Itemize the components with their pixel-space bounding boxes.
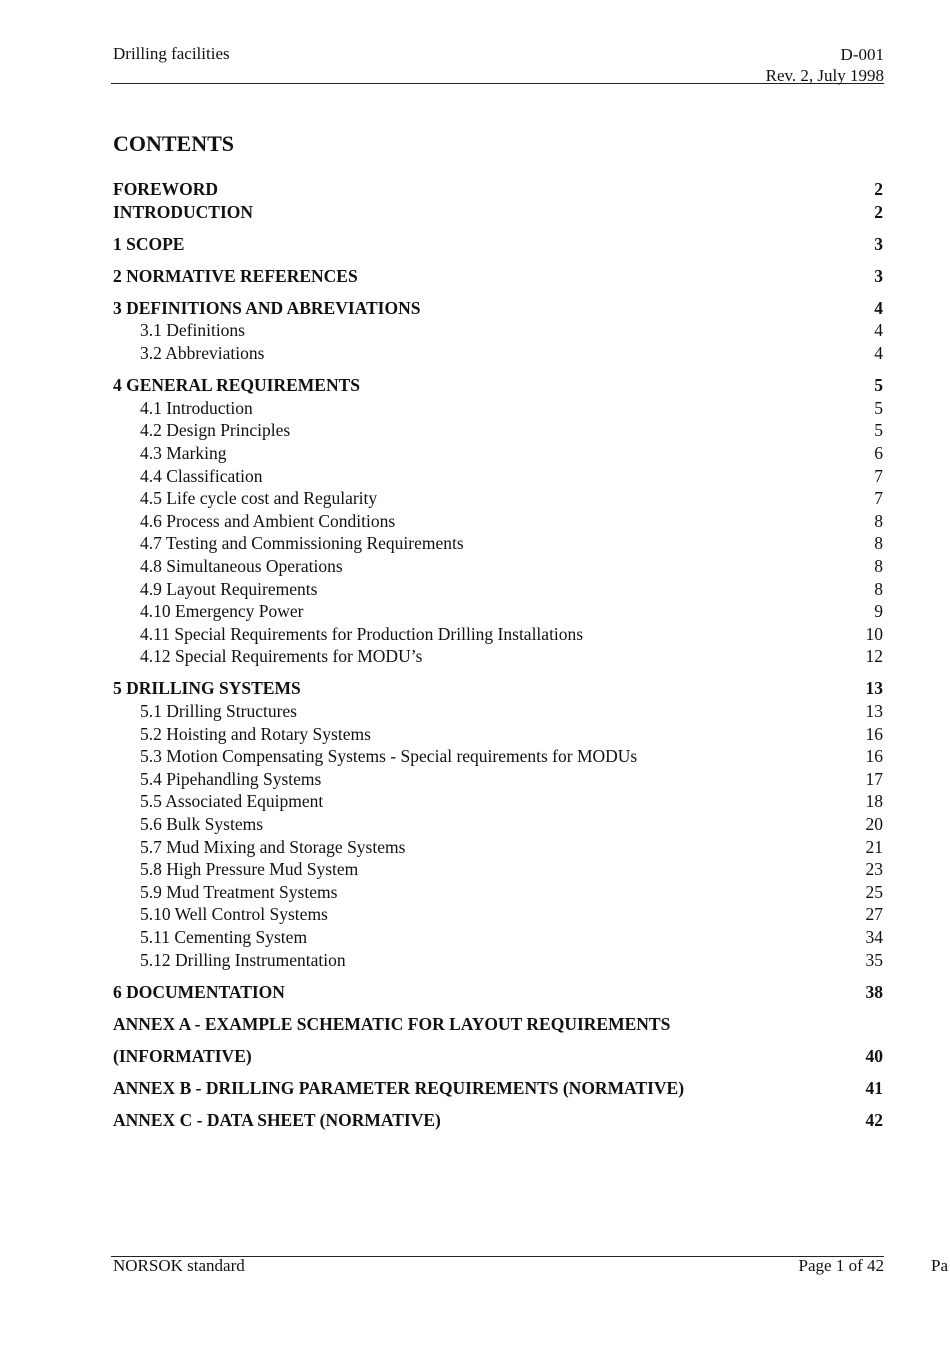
toc-entry[interactable] <box>113 745 883 768</box>
toc-entry-title: 5.2 Hoisting and Rotary Systems <box>140 723 371 744</box>
toc-entry[interactable] <box>113 510 883 533</box>
toc-entry[interactable] <box>113 555 883 578</box>
toc-entry-page: 8 <box>874 533 883 554</box>
toc-entry[interactable] <box>113 600 883 623</box>
toc-entry-title: 4.10 Emergency Power <box>140 601 304 622</box>
toc-entry-title: FOREWORD <box>113 179 218 199</box>
toc-entry-page: 5 <box>874 375 883 396</box>
toc-entry-page: 4 <box>874 343 883 364</box>
toc-entry-page: 34 <box>865 926 883 947</box>
toc-entry[interactable] <box>113 926 883 949</box>
toc-entry[interactable] <box>113 623 883 646</box>
toc-entry[interactable] <box>113 858 883 881</box>
toc-entry-title: 5.1 Drilling Structures <box>140 700 297 721</box>
toc-entry[interactable] <box>113 532 883 555</box>
toc-entry-title: 3.1 Definitions <box>140 320 245 341</box>
toc-entry-page: 10 <box>865 623 883 644</box>
toc-entry-title: ANNEX C - DATA SHEET (NORMATIVE) <box>113 1109 441 1130</box>
toc-entry-page: 16 <box>865 723 883 744</box>
toc-entry[interactable] <box>113 397 883 420</box>
header-doc-info <box>766 44 884 86</box>
toc-entry-title: 5.11 Cementing System <box>140 926 308 947</box>
toc-entry-page: 9 <box>874 601 883 622</box>
toc-entry-title: 5.10 Well Control Systems <box>140 904 328 925</box>
toc-entry-title: ANNEX A - EXAMPLE SCHEMATIC FOR LAYOUT REQUIREMENTS <box>113 1013 671 1034</box>
toc-entry-title: 5.12 Drilling Instrumentation <box>140 949 346 970</box>
toc-entry-page: 17 <box>865 768 883 789</box>
toc-entry[interactable] <box>113 768 883 791</box>
toc-entry-page: 8 <box>874 555 883 576</box>
toc-entry-page: 8 <box>874 510 883 531</box>
toc-entry[interactable] <box>113 487 883 510</box>
toc-entry-title: 4.4 Classification <box>140 465 263 486</box>
toc-entry[interactable] <box>113 836 883 859</box>
toc-entry-title: 4.3 Marking <box>140 442 227 463</box>
toc-entry-title: 4.1 Introduction <box>140 397 253 418</box>
toc-entry[interactable] <box>113 465 883 488</box>
toc-entry[interactable] <box>113 265 883 288</box>
footer-standard: NORSOK standard <box>113 1256 245 1275</box>
toc-entry-title: (INFORMATIVE) <box>113 1045 252 1066</box>
toc-entry-page: 25 <box>865 881 883 902</box>
toc-entry-title: 4.5 Life cycle cost and Regularity <box>140 488 378 509</box>
toc-entry-title: 6 DOCUMENTATION <box>113 981 285 1002</box>
toc-entry[interactable] <box>113 319 883 342</box>
toc-entry-title: 3 DEFINITIONS AND ABREVIATIONS <box>113 297 421 318</box>
header-doc-id: D-001 <box>840 45 884 64</box>
toc-entry[interactable] <box>113 201 883 224</box>
toc-entry-page: 5 <box>874 397 883 418</box>
toc-entry[interactable] <box>113 1109 883 1132</box>
toc-entry[interactable] <box>113 903 883 926</box>
toc-entry-page: 3 <box>874 233 883 254</box>
toc-entry-page: 38 <box>865 981 883 1002</box>
toc-entry-title: 4 GENERAL REQUIREMENTS <box>113 375 360 396</box>
toc-entry-title: 4.6 Process and Ambient Conditions <box>140 510 396 531</box>
toc-entry-page: 6 <box>874 442 883 463</box>
toc-entry[interactable] <box>113 1077 883 1100</box>
header-title: Drilling facilities <box>113 44 230 63</box>
toc-entry-page: 40 <box>865 1045 883 1066</box>
toc-entry[interactable] <box>113 700 883 723</box>
toc-entry[interactable] <box>113 677 883 700</box>
toc-entry-title: 5.4 Pipehandling Systems <box>140 768 322 789</box>
toc-entry-title: 5.9 Mud Treatment Systems <box>140 881 338 902</box>
toc-entry-page: 3 <box>874 265 883 286</box>
toc-entry-page: 4 <box>874 297 883 318</box>
toc-entry-page: 13 <box>865 700 883 721</box>
toc-entry[interactable] <box>113 1013 883 1036</box>
toc-entry-page: 7 <box>874 465 883 486</box>
toc-entry-page: 20 <box>865 813 883 834</box>
toc-entry-title: 4.2 Design Principles <box>140 420 291 441</box>
toc-entry-page: 13 <box>865 678 883 699</box>
toc-entry[interactable] <box>113 645 883 668</box>
toc-entry-page: 16 <box>865 746 883 767</box>
toc-entry-title: 1 SCOPE <box>113 233 185 254</box>
toc-entry[interactable] <box>113 881 883 904</box>
toc-entry-page: 7 <box>874 488 883 509</box>
footer-overflow-text: Pa <box>931 1256 948 1275</box>
toc-entry-title: 5.7 Mud Mixing and Storage Systems <box>140 836 406 857</box>
toc-entry-title: 2 NORMATIVE REFERENCES <box>113 265 358 286</box>
toc-entry-title: 4.8 Simultaneous Operations <box>140 555 343 576</box>
toc-entry[interactable] <box>113 723 883 746</box>
toc-entry[interactable] <box>113 374 883 397</box>
toc-entry-title: INTRODUCTION <box>113 201 254 222</box>
toc-entry-page: 41 <box>865 1077 883 1098</box>
toc-entry[interactable] <box>113 790 883 813</box>
toc-entry[interactable] <box>113 178 883 201</box>
toc-entry-title: 4.9 Layout Requirements <box>140 578 318 599</box>
toc-entry[interactable] <box>113 981 883 1004</box>
toc-entry[interactable] <box>113 297 883 320</box>
toc-entry[interactable] <box>113 233 883 256</box>
footer-page-number: Page 1 of 42 <box>798 1256 884 1275</box>
toc-entry-title: 5.8 High Pressure Mud System <box>140 859 359 880</box>
toc-entry[interactable] <box>113 419 883 442</box>
toc-entry-page: 42 <box>865 1109 883 1130</box>
toc-entry-page: 18 <box>865 791 883 812</box>
toc-entry-title: 3.2 Abbreviations <box>140 343 265 364</box>
toc-entry-title: 4.7 Testing and Commissioning Requirements <box>140 533 464 554</box>
header-revision: Rev. 2, July 1998 <box>765 66 884 85</box>
toc-entry[interactable] <box>113 949 883 972</box>
toc-entry-page: 8 <box>874 578 883 599</box>
toc-entry-page: 5 <box>874 420 883 441</box>
toc-entry[interactable] <box>113 578 883 601</box>
toc-entry-page: 12 <box>865 646 883 667</box>
toc-entry-page: 35 <box>865 949 883 970</box>
toc-entry[interactable] <box>113 813 883 836</box>
toc-entry-page: 2 <box>874 201 883 222</box>
toc-entry-page: 2 <box>874 179 883 199</box>
toc-entry[interactable] <box>113 342 883 365</box>
toc-entry-title: 4.11 Special Requirements for Production Drilling Installations <box>140 623 584 644</box>
toc-entry-title: 5.6 Bulk Systems <box>140 813 264 834</box>
toc-entry-title: 5.5 Associated Equipment <box>140 791 324 812</box>
toc-entry-page: 23 <box>865 859 883 880</box>
toc-entry-title: ANNEX B - DRILLING PARAMETER REQUIREMENTS (NORMATIVE) <box>113 1077 685 1098</box>
header-rule <box>111 83 884 84</box>
toc-entry-page: 4 <box>874 320 883 341</box>
toc-entry[interactable] <box>113 1045 883 1068</box>
page-title: CONTENTS <box>113 131 235 156</box>
toc-entry-page: 27 <box>865 904 883 925</box>
toc-entry-title: 5.3 Motion Compensating Systems - Special requirements for MODUs <box>140 746 638 767</box>
toc-entry[interactable] <box>113 442 883 465</box>
toc-entry-page: 21 <box>865 836 883 857</box>
table-of-contents <box>113 178 883 1132</box>
toc-entry-title: 4.12 Special Requirements for MODU’s <box>140 646 423 667</box>
toc-entry-title: 5 DRILLING SYSTEMS <box>113 678 301 699</box>
